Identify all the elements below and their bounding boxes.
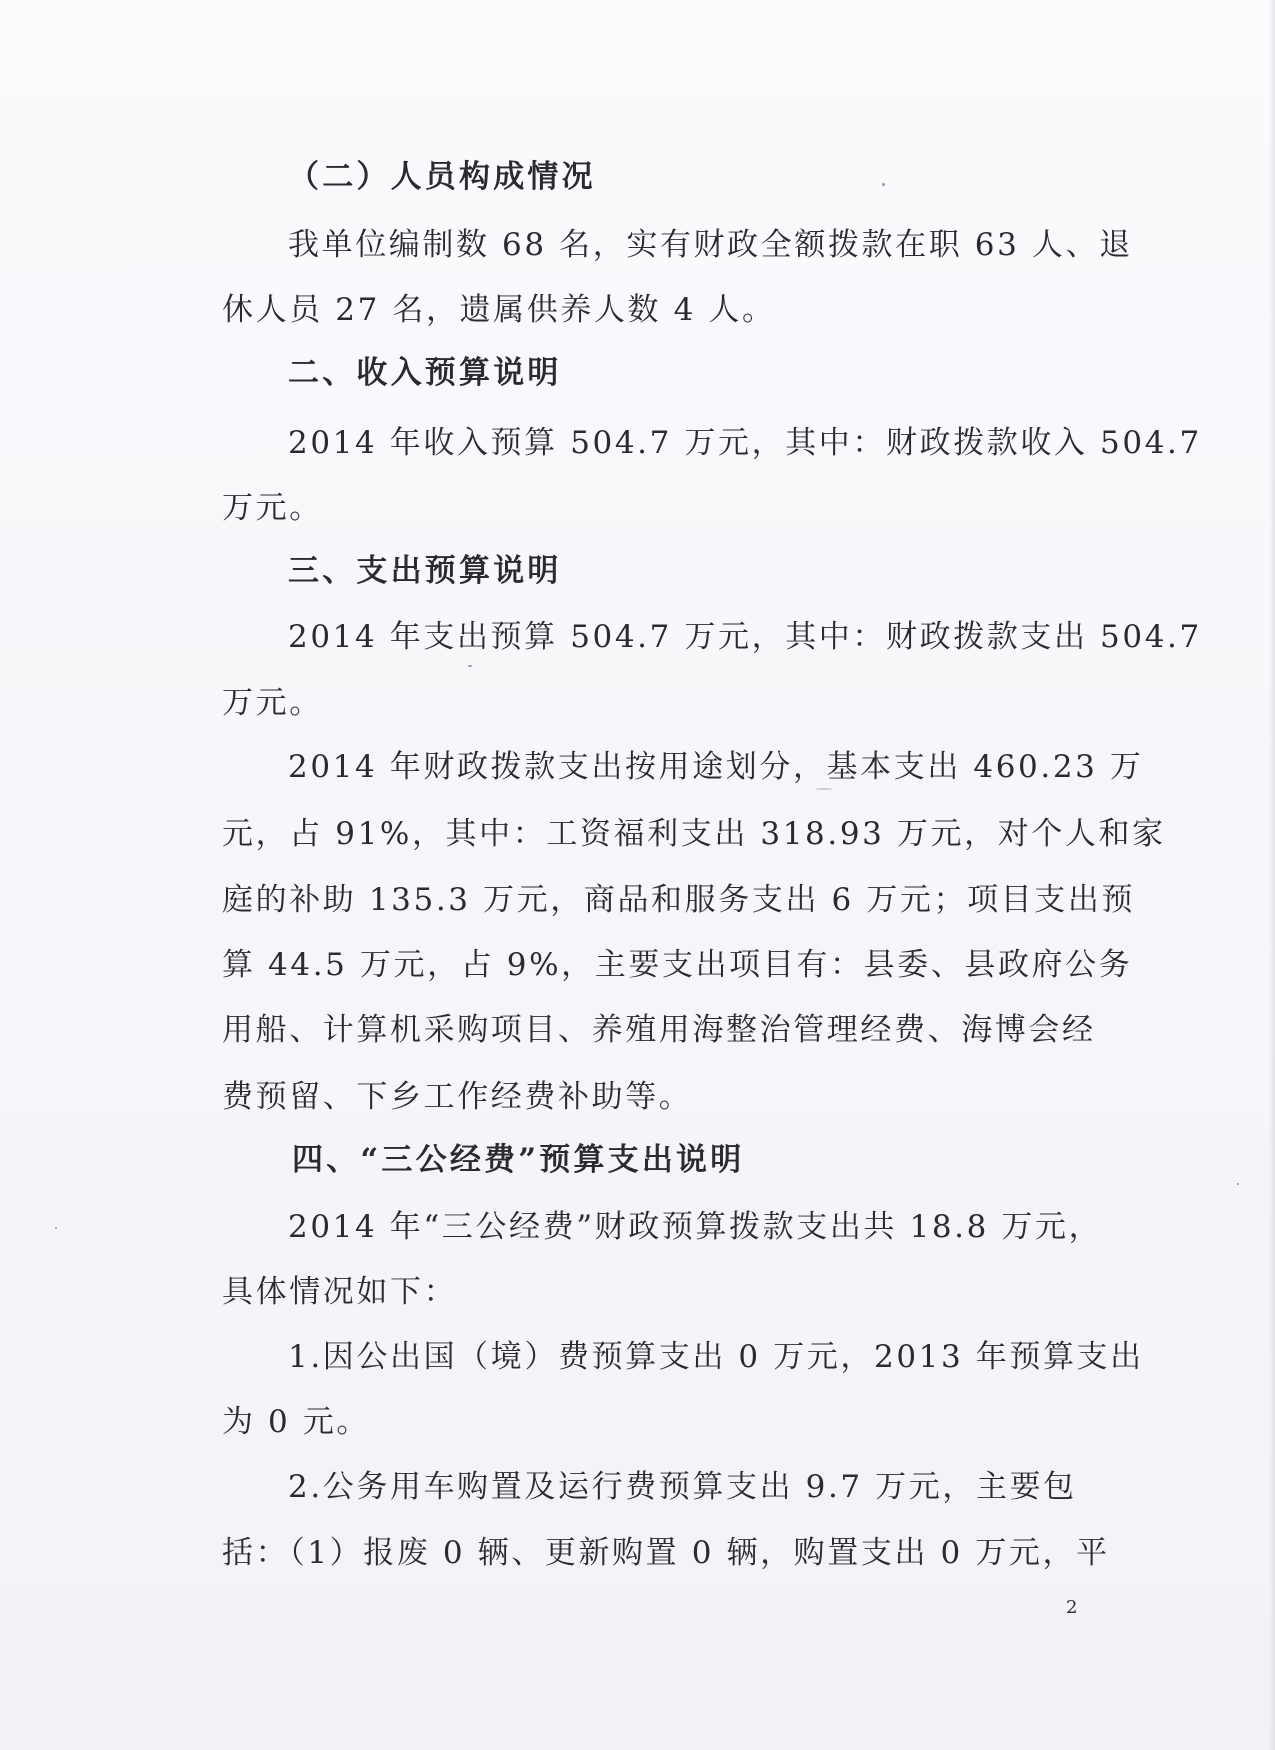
paragraph-line: 休人员 27 名，遗属供养人数 4 人。 xyxy=(222,292,776,328)
scan-speck xyxy=(468,665,472,667)
scan-speck xyxy=(882,183,885,186)
section-heading-staff-composition: （二）人员构成情况 xyxy=(288,159,596,195)
page-number: 2 xyxy=(1066,1597,1078,1618)
scan-speck xyxy=(815,788,833,790)
paragraph-line: 用船、计算机采购项目、养殖用海整治管理经费、海博会经 xyxy=(222,1012,1096,1048)
paragraph-line: 为 0 元。 xyxy=(222,1404,371,1440)
paragraph-line: 括：（1）报废 0 辆、更新购置 0 辆，购置支出 0 万元，平 xyxy=(222,1535,1110,1571)
scan-speck xyxy=(1237,1183,1239,1185)
paragraph-line: 元，占 91%，其中：工资福利支出 318.93 万元，对个人和家 xyxy=(222,816,1166,852)
paragraph-line: 万元。 xyxy=(222,490,323,526)
paragraph-line: 2.公务用车购置及运行费预算支出 9.7 万元，主要包 xyxy=(288,1469,1077,1505)
paragraph-line: 2014 年支出预算 504.7 万元，其中：财政拨款支出 504.7 xyxy=(288,619,1202,655)
paragraph-line: 万元。 xyxy=(222,685,323,721)
paragraph-line: 1.因公出国（境）费预算支出 0 万元，2013 年预算支出 xyxy=(288,1339,1144,1375)
paragraph-line: 2014 年收入预算 504.7 万元，其中：财政拨款收入 504.7 xyxy=(288,425,1202,461)
paragraph-line: 算 44.5 万元，占 9%，主要支出项目有：县委、县政府公务 xyxy=(222,947,1133,983)
paragraph-line: 2014 年财政拨款支出按用途划分，基本支出 460.23 万 xyxy=(288,749,1144,785)
scan-speck xyxy=(55,1227,57,1229)
paragraph-line: 2014 年“三公经费”财政预算拨款支出共 18.8 万元， xyxy=(288,1209,1103,1245)
section-heading-expenditure-budget: 三、支出预算说明 xyxy=(288,553,562,589)
scan-edge-shadow xyxy=(1269,0,1275,1750)
section-heading-income-budget: 二、收入预算说明 xyxy=(288,355,562,391)
paragraph-line: 我单位编制数 68 名，实有财政全额拨款在职 63 人、退 xyxy=(288,227,1133,263)
section-heading-three-public-expenses: 四、“三公经费”预算支出说明 xyxy=(292,1142,745,1178)
paragraph-line: 费预留、下乡工作经费补助等。 xyxy=(222,1079,693,1115)
paragraph-line: 庭的补助 135.3 万元，商品和服务支出 6 万元；项目支出预 xyxy=(222,882,1136,918)
paragraph-line: 具体情况如下： xyxy=(222,1274,458,1310)
